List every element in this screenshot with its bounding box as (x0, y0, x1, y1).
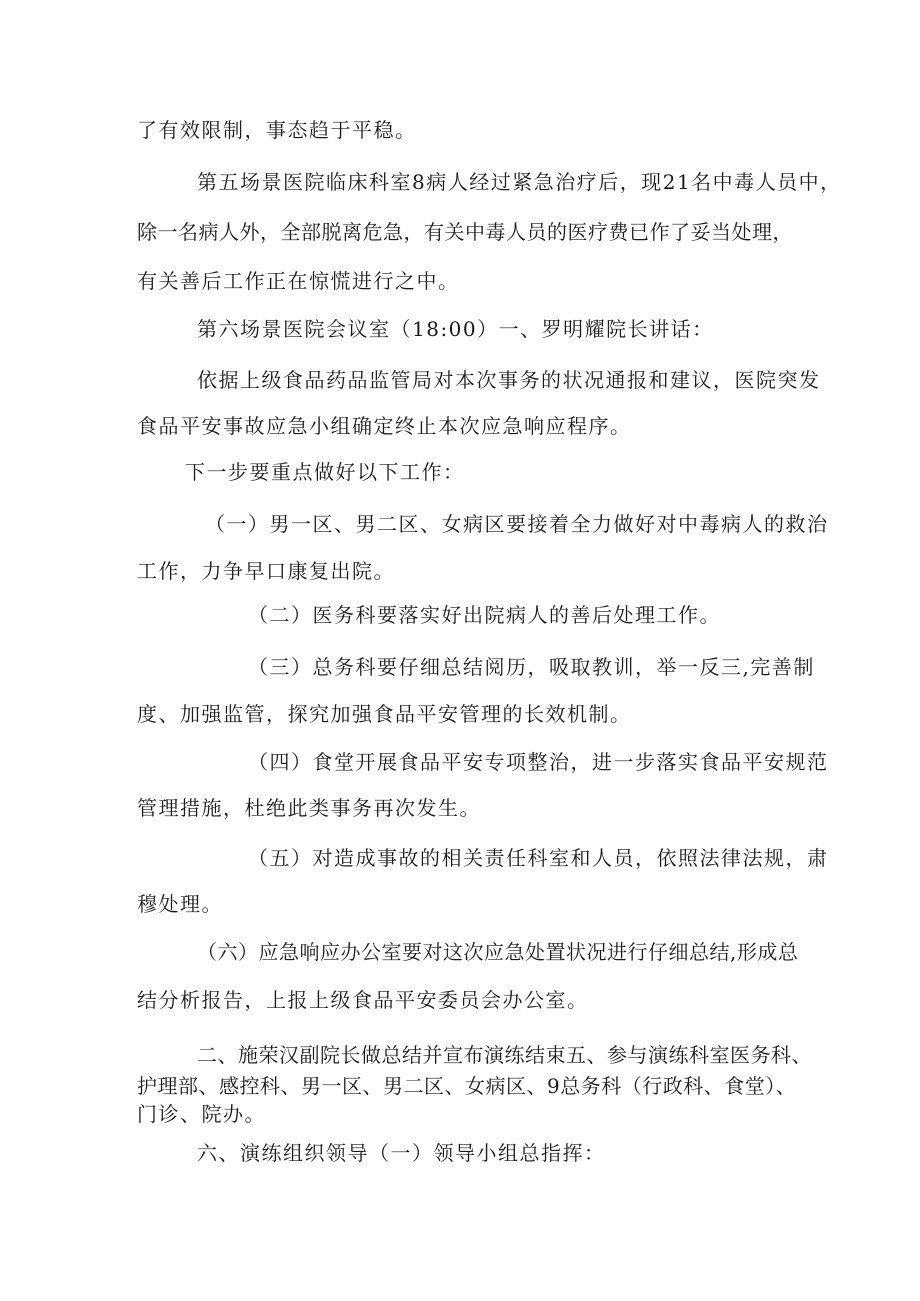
text-line: （四）食堂开展食品平安专项整治，进一步落实食品平安规范 (248, 750, 829, 774)
text-line: （五）对造成事故的相关责任科室和人员，依照法律法规，肃 (248, 846, 829, 870)
text-line: 六、演练组织领导（一）领导小组总指挥： (197, 1141, 606, 1165)
text-line: 依据上级食品药品监管局对本次事务的状况通报和建议，医院突发 (197, 368, 821, 392)
text-line: 第五场景医院临床科室8病人经过紧急治疗后，现21名中毒人员中， (197, 170, 842, 194)
text-line: （一）男一区、男二区、女病区要接着全力做好对中毒病人的救治 (205, 512, 829, 536)
text-line: 度、加强监管，探究加强食品平安管理的长效机制。 (137, 702, 632, 726)
text-line: 穆处理。 (137, 892, 223, 916)
text-line: 第六场景医院会议室（18:00）一、罗明耀院长讲话： (197, 317, 714, 341)
text-line: 除一名病人外，全部脱离危急，有关中毒人员的医疗费已作了妥当处理， (137, 220, 793, 244)
text-line: （二）医务科要落实好出院病人的善后处理工作。 (248, 603, 721, 627)
text-line: 有关善后工作正在惊慌进行之中。 (137, 269, 460, 293)
text-line: 下一步要重点做好以下工作： (185, 460, 465, 484)
text-line: （三）总务科要仔细总结阅历，吸取教训，举一反三,完善制 (248, 655, 815, 679)
text-line: 了有效限制，事态趋于平稳。 (137, 118, 417, 142)
text-line: 食品平安事故应急小组确定终止本次应急响应程序。 (137, 414, 632, 438)
text-line: 结分析报告，上报上级食品平安委员会办公室。 (137, 988, 589, 1012)
text-line: 门诊、院办。 (137, 1102, 266, 1126)
text-line: （六）应急响应办公室要对这次应急处置状况进行仔细总结,形成总 (197, 940, 799, 964)
text-line: 工作，力争早口康复出院。 (137, 559, 395, 583)
text-line: 护理部、感控科、男一区、男二区、女病区、9总务科（行政科、食堂）、 (137, 1074, 797, 1098)
text-line: 二、施荣汉副院长做总结并宣布演练结束五、参与演练科室医务科、 (197, 1043, 812, 1067)
text-line: 管理措施，杜绝此类事务再次发生。 (137, 796, 481, 820)
